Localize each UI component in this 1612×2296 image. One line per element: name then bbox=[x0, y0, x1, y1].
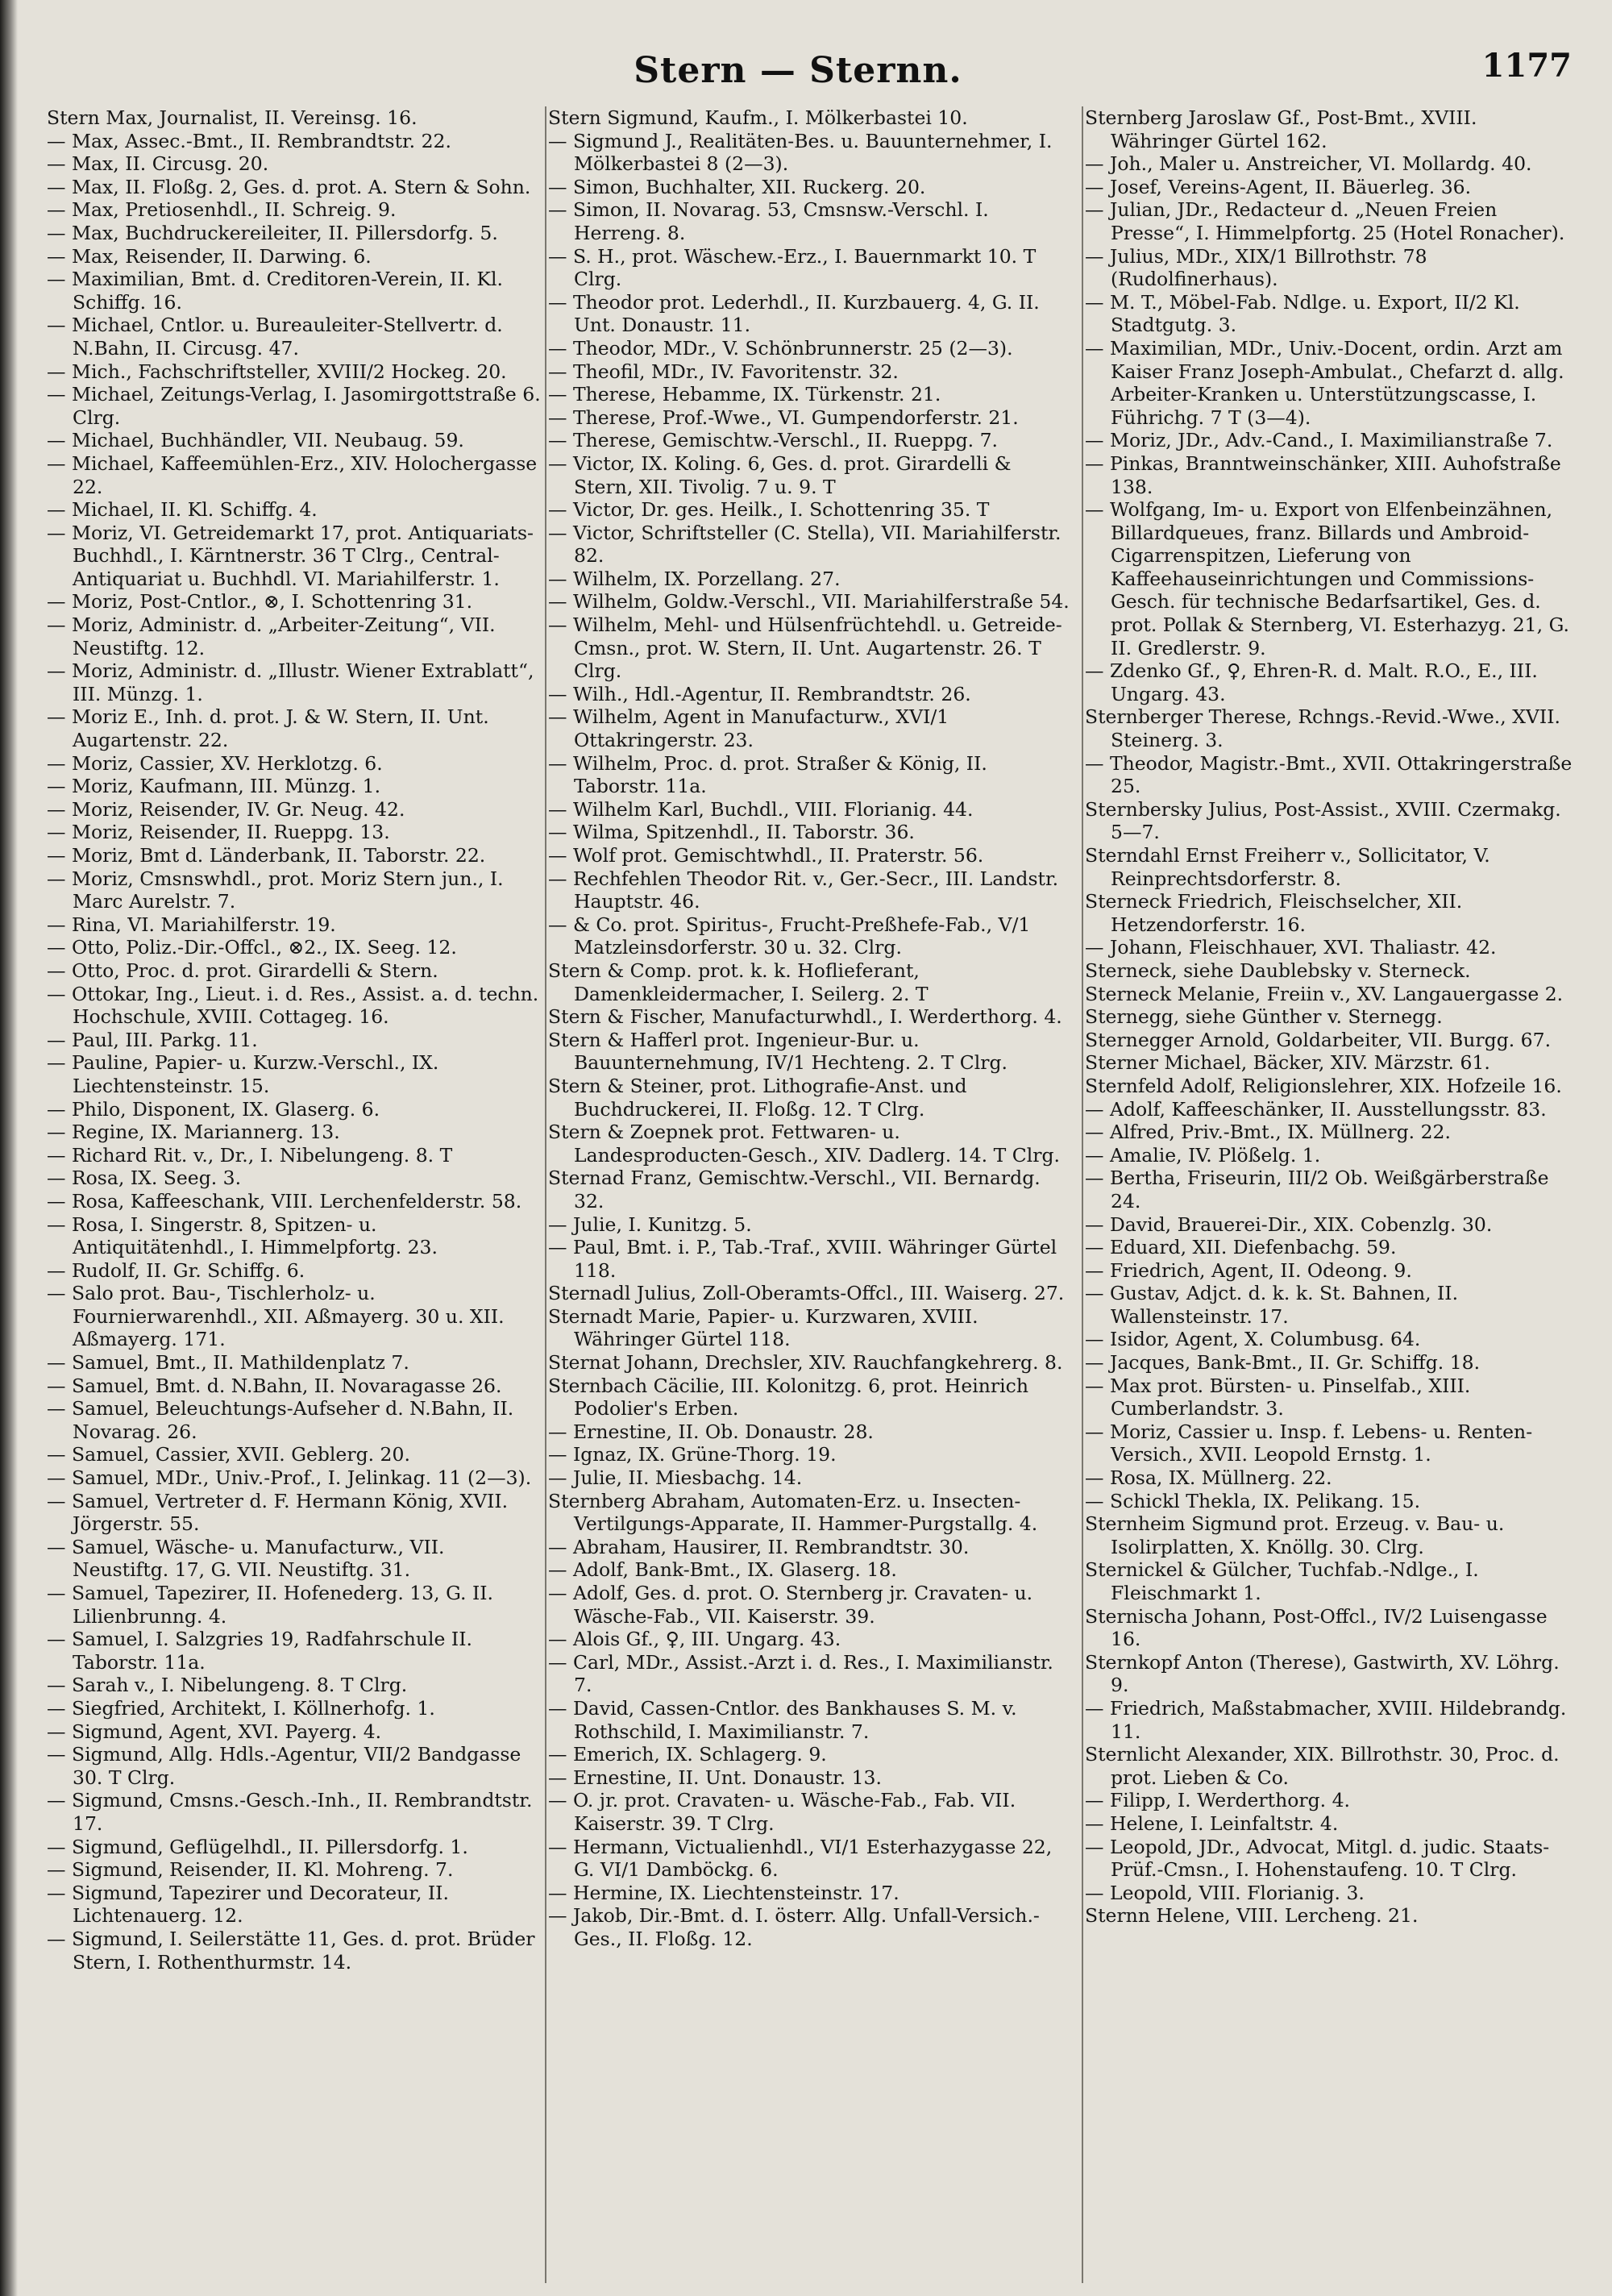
directory-entry: — Ernestine, II. Ob. Donaustr. 28. bbox=[548, 1420, 874, 1443]
directory-entry: Sternadt Marie, Papier- u. Kurzwaren, XVIII. Währinger Gürtel 118. bbox=[548, 1304, 978, 1351]
directory-entry: — Samuel, Bmt. d. N.Bahn, II. Novaragasse 26. bbox=[47, 1374, 502, 1397]
directory-entry: — Wolf prot. Gemischtwhdl., II. Praterstr. 56. bbox=[548, 844, 984, 867]
directory-entry: — Paul, Bmt. i. P., Tab.-Traf., XVIII. Währinger Gürtel 118. bbox=[548, 1236, 1057, 1282]
directory-entry: Sternlicht Alexander, XIX. Billrothstr. 30, Proc. d. prot. Lieben & Co. bbox=[1085, 1743, 1560, 1789]
directory-entry: — Pinkas, Branntweinschänker, XIII. Auhofstraße 138. bbox=[1085, 451, 1561, 498]
directory-entry: — Wilhelm Karl, Buchdl., VIII. Florianig. 44. bbox=[548, 797, 974, 821]
running-head: Stern — Sternn. bbox=[634, 50, 962, 91]
directory-entry: — Mich., Fachschriftsteller, XVIII/2 Hockeg. 20. bbox=[47, 360, 507, 383]
directory-entry: — Hermann, Victualienhdl., VI/1 Esterhazygasse 22, G. VI/1 Damböckg. 6. bbox=[548, 1835, 1053, 1882]
directory-entry: — Eduard, XII. Diefenbachg. 59. bbox=[1085, 1236, 1397, 1259]
directory-entry: — Adolf, Bank-Bmt., IX. Glaserg. 18. bbox=[548, 1558, 897, 1582]
directory-entry: — Julie, I. Kunitzg. 5. bbox=[548, 1212, 752, 1236]
directory-entry: — Hermine, IX. Liechtensteinstr. 17. bbox=[548, 1881, 899, 1904]
column-1 bbox=[47, 106, 542, 2275]
directory-entry: Sterneck Friedrich, Fleischselcher, XII. Hetzendorferstr. 16. bbox=[1085, 890, 1463, 936]
directory-entry: — Samuel, Vertreter d. F. Hermann König, XVII. Jörgerstr. 55. bbox=[47, 1489, 509, 1536]
directory-entry: Sternischa Johann, Post-Offcl., IV/2 Luisengasse 16. bbox=[1085, 1604, 1548, 1651]
directory-entry: — Ernestine, II. Unt. Donaustr. 13. bbox=[548, 1766, 882, 1789]
directory-entry: — Sigmund, Geflügelhdl., II. Pillersdorfg. 1. bbox=[47, 1835, 468, 1858]
directory-entry: Stern & Comp. prot. k. k. Hoflieferant, Damenkleidermacher, I. Seilerg. 2. T bbox=[548, 959, 929, 1005]
directory-entry: — Moriz, Cmsnswhdl., prot. Moriz Stern jun., I. Marc Aurelstr. 7. bbox=[47, 867, 504, 913]
directory-entry: — Leopold, JDr., Advocat, Mitgl. d. judic. Staats-Prüf.-Cmsn., I. Hohenstaufeng. 10. T Clrg. bbox=[1085, 1835, 1550, 1882]
directory-entry: — Helene, I. Leinfaltstr. 4. bbox=[1085, 1811, 1339, 1835]
directory-entry: — Maximilian, MDr., Univ.-Docent, ordin. Arzt am Kaiser Franz Joseph-Ambulat., Chefarzt d. allg. Arbeiter-Kranken u. Unterstützungscasse, I. Führichg. 7 T (3—4). bbox=[1085, 336, 1564, 429]
directory-entry: — Richard Rit. v., Dr., I. Nibelungeng. 8. T bbox=[47, 1143, 453, 1167]
directory-entry: — Emerich, IX. Schlagerg. 9. bbox=[548, 1743, 827, 1766]
directory-entry: — Ottokar, Ing., Lieut. i. d. Res., Assist. a. d. techn. Hochschule, XVIII. Cottageg. 16. bbox=[47, 982, 539, 1029]
directory-entry: Sterndahl Ernst Freiherr v., Sollicitator, V. Reinprechtsdorferstr. 8. bbox=[1085, 844, 1490, 890]
directory-entry: — Zdenko Gf., ♀, Ehren-R. d. Malt. R.O., E., III. Ungarg. 43. bbox=[1085, 659, 1538, 705]
directory-entry: Sternn Helene, VIII. Lercheng. 21. bbox=[1085, 1904, 1419, 1928]
directory-entry: — Sigmund J., Realitäten-Bes. u. Bauunternehmer, I. Mölkerbastei 8 (2—3). bbox=[548, 129, 1053, 176]
directory-entry: — Julius, MDr., XIX/1 Billrothstr. 78 (Rudolfinerhaus). bbox=[1085, 244, 1427, 291]
directory-entry: — O. jr. prot. Cravaten- u. Wäsche-Fab., Fab. VII. Kaiserstr. 39. T Clrg. bbox=[548, 1789, 1016, 1835]
directory-entry: — Julie, II. Miesbachg. 14. bbox=[548, 1466, 803, 1490]
directory-entry: Sterneck, siehe Daublebsky v. Sterneck. bbox=[1085, 959, 1471, 982]
directory-entry: — Alfred, Priv.-Bmt., IX. Müllnerg. 22. bbox=[1085, 1121, 1451, 1144]
directory-entry: Sternberg Jaroslaw Gf., Post-Bmt., XVIII. Währinger Gürtel 162. bbox=[1085, 106, 1477, 152]
directory-entry: Stern & Zoepnek prot. Fettwaren- u. Landesproducten-Gesch., XIV. Dadlerg. 14. T Clrg. bbox=[548, 1121, 1060, 1167]
directory-entry: — Moriz, VI. Getreidemarkt 17, prot. Antiquariats-Buchhdl., I. Kärntnerstr. 36 T Clrg., Central-Antiquariat u. Buchhdl. VI. Mariahilferstr. 1. bbox=[47, 521, 534, 590]
directory-entry: — Josef, Vereins-Agent, II. Bäuerleg. 36. bbox=[1085, 175, 1472, 198]
directory-entry: — Theofil, MDr., IV. Favoritenstr. 32. bbox=[548, 360, 899, 383]
directory-entry: — Moriz, JDr., Adv.-Cand., I. Maximilianstraße 7. bbox=[1085, 429, 1553, 452]
directory-entry: — Sigmund, Tapezirer und Decorateur, II. Lichtenauerg. 12. bbox=[47, 1881, 449, 1928]
directory-entry: — Therese, Gemischtw.-Verschl., II. Rueppg. 7. bbox=[548, 429, 999, 452]
directory-entry: — Rosa, I. Singerstr. 8, Spitzen- u. Antiquitätenhdl., I. Himmelpfortg. 23. bbox=[47, 1212, 438, 1259]
directory-entry: — Wilhelm, Proc. d. prot. Straßer & König, II. Taborstr. 11a. bbox=[548, 751, 987, 798]
page-header bbox=[0, 42, 1612, 106]
directory-entry: Sternbach Cäcilie, III. Kolonitzg. 6, prot. Heinrich Podolier's Erben. bbox=[548, 1374, 1028, 1420]
directory-entry: — Otto, Poliz.-Dir.-Offcl., ⊗2., IX. Seeg. 12. bbox=[47, 936, 457, 959]
directory-entry: Sternegg, siehe Günther v. Sternegg. bbox=[1085, 1005, 1443, 1029]
directory-entry: — David, Cassen-Cntlor. des Bankhauses S. M. v. Rothschild, I. Maximilianstr. 7. bbox=[548, 1696, 1017, 1743]
directory-entry: Sternkopf Anton (Therese), Gastwirth, XV. Löhrg. 9. bbox=[1085, 1650, 1560, 1697]
directory-entry: — Wilma, Spitzenhdl., II. Taborstr. 36. bbox=[548, 821, 915, 844]
directory-entry: — Samuel, MDr., Univ.-Prof., I. Jelinkag. 11 (2—3). bbox=[47, 1466, 532, 1490]
directory-entry: — M. T., Möbel-Fab. Ndlge. u. Export, II/2 Kl. Stadtgutg. 3. bbox=[1085, 290, 1520, 337]
directory-entry: — Schickl Thekla, IX. Pelikang. 15. bbox=[1085, 1489, 1421, 1512]
directory-entry: — Rosa, IX. Müllnerg. 22. bbox=[1085, 1466, 1332, 1490]
directory-entry: Stern & Hafferl prot. Ingenieur-Bur. u. Bauunternehmung, IV/1 Hechteng. 2. T Clrg. bbox=[548, 1028, 1008, 1075]
directory-entry: Stern & Steiner, prot. Lithografie-Anst. und Buchdruckerei, II. Floßg. 12. T Clrg. bbox=[548, 1074, 967, 1121]
directory-entry: — Bertha, Friseurin, III/2 Ob. Weißgärberstraße 24. bbox=[1085, 1167, 1549, 1212]
directory-entry: — Adolf, Ges. d. prot. O. Sternberg jr. Cravaten- u. Wäsche-Fab., VII. Kaiserstr. 39. bbox=[548, 1582, 1033, 1628]
directory-entry: — Victor, Schriftsteller (C. Stella), VII. Mariahilferstr. 82. bbox=[548, 521, 1062, 568]
directory-entry: — Wilh., Hdl.-Agentur, II. Rembrandtstr. 26. bbox=[548, 682, 971, 705]
directory-entry: — Rechfehlen Theodor Rit. v., Ger.-Secr., III. Landstr. Hauptstr. 46. bbox=[548, 867, 1059, 913]
directory-entry: Stern Max, Journalist, II. Vereinsg. 16. bbox=[47, 106, 418, 129]
directory-entry: — Theodor, MDr., V. Schönbrunnerstr. 25 (2—3). bbox=[548, 336, 1013, 360]
directory-entry: — Theodor prot. Lederhdl., II. Kurzbauerg. 4, G. II. Unt. Donaustr. 11. bbox=[548, 290, 1040, 337]
directory-entry: — Friedrich, Maßstabmacher, XVIII. Hildebrandg. 11. bbox=[1085, 1696, 1567, 1743]
directory-entry: — Julian, JDr., Redacteur d. „Neuen Freien Presse“, I. Himmelpfortg. 25 (Hotel Ronacher). bbox=[1085, 198, 1565, 244]
directory-columns bbox=[47, 106, 1578, 2283]
directory-entry: — Max, Assec.-Bmt., II. Rembrandtstr. 22. bbox=[47, 129, 451, 152]
directory-entry: — Therese, Prof.-Wwe., VI. Gumpendorferstr. 21. bbox=[548, 406, 1019, 429]
directory-entry: — Maximilian, Bmt. d. Creditoren-Verein, II. Kl. Schiffg. 16. bbox=[47, 268, 503, 314]
directory-entry: Sternegger Arnold, Goldarbeiter, VII. Burgg. 67. bbox=[1085, 1028, 1552, 1051]
directory-entry: — Sigmund, Allg. Hdls.-Agentur, VII/2 Bandgasse 30. T Clrg. bbox=[47, 1743, 521, 1789]
directory-entry: — Salo prot. Bau-, Tischlerholz- u. Fournierwarenhdl., XII. Aßmayerg. 30 u. XII. Aßmayerg. 171. bbox=[47, 1282, 505, 1351]
directory-entry: — Sigmund, I. Seilerstätte 11, Ges. d. prot. Brüder Stern, I. Rothenthurmstr. 14. bbox=[47, 1927, 535, 1974]
directory-entry: — Friedrich, Agent, II. Odeong. 9. bbox=[1085, 1258, 1412, 1282]
directory-entry: — Paul, III. Parkg. 11. bbox=[47, 1028, 258, 1051]
directory-entry: Sternberger Therese, Rchngs.-Revid.-Wwe., XVII. Steinerg. 3. bbox=[1085, 705, 1560, 752]
directory-entry: Stern Sigmund, Kaufm., I. Mölkerbastei 10. bbox=[548, 106, 968, 129]
directory-entry: — Michael, II. Kl. Schiffg. 4. bbox=[47, 498, 318, 522]
directory-entry: — Abraham, Hausirer, II. Rembrandtstr. 30. bbox=[548, 1535, 970, 1558]
directory-entry: Sternheim Sigmund prot. Erzeug. v. Bau- u. Isolirplatten, X. Knöllg. 30. Clrg. bbox=[1085, 1512, 1505, 1558]
directory-entry: — Regine, IX. Mariannerg. 13. bbox=[47, 1121, 340, 1144]
directory-entry: — Wilhelm, Goldw.-Verschl., VII. Mariahilferstraße 54. bbox=[548, 590, 1070, 614]
directory-entry: — Michael, Zeitungs-Verlag, I. Jasomirgottstraße 6. Clrg. bbox=[47, 383, 541, 429]
directory-entry: — Pauline, Papier- u. Kurzw.-Verschl., IX. Liechtensteinstr. 15. bbox=[47, 1051, 439, 1097]
directory-entry: Sternickel & Gülcher, Tuchfab.-Ndlge., I. Fleischmarkt 1. bbox=[1085, 1558, 1479, 1604]
directory-entry: — Samuel, I. Salzgries 19, Radfahrschule II. Taborstr. 11a. bbox=[47, 1628, 472, 1674]
directory-entry: — Moriz E., Inh. d. prot. J. & W. Stern, II. Unt. Augartenstr. 22. bbox=[47, 705, 489, 752]
directory-entry: — Rosa, Kaffeeschank, VIII. Lerchenfelderstr. 58. bbox=[47, 1189, 522, 1212]
directory-entry: — Max, II. Floßg. 2, Ges. d. prot. A. Stern & Sohn. bbox=[47, 175, 531, 198]
directory-entry: — Sigmund, Agent, XVI. Payerg. 4. bbox=[47, 1720, 382, 1743]
directory-entry: — Wilhelm, IX. Porzellang. 27. bbox=[548, 567, 841, 590]
directory-entry: — Moriz, Cassier u. Insp. f. Lebens- u. Renten-Versich., XVII. Leopold Ernstg. 1. bbox=[1085, 1420, 1533, 1466]
directory-entry: — Michael, Buchhändler, VII. Neubaug. 59. bbox=[47, 429, 464, 452]
directory-entry: — Rudolf, II. Gr. Schiffg. 6. bbox=[47, 1258, 305, 1282]
directory-entry: Sterner Michael, Bäcker, XIV. Märzstr. 61. bbox=[1085, 1051, 1490, 1075]
directory-entry: — & Co. prot. Spiritus-, Frucht-Preßhefe-Fab., V/1 Matzleinsdorferstr. 30 u. 32. Clrg. bbox=[548, 913, 1031, 959]
directory-entry: — Rosa, IX. Seeg. 3. bbox=[47, 1167, 242, 1190]
column-2 bbox=[548, 106, 1076, 2275]
directory-entry: — Wilhelm, Agent in Manufacturw., XVI/1 Ottakringerstr. 23. bbox=[548, 705, 949, 752]
directory-entry: Sternat Johann, Drechsler, XIV. Rauchfangkehrerg. 8. bbox=[548, 1351, 1063, 1375]
directory-entry: — Samuel, Cassier, XVII. Geblerg. 20. bbox=[47, 1443, 410, 1466]
directory-entry: — Leopold, VIII. Florianig. 3. bbox=[1085, 1881, 1365, 1904]
page-number: 1177 bbox=[1481, 47, 1572, 85]
directory-entry: — Moriz, Administr. d. „Illustr. Wiener Extrablatt“, III. Münzg. 1. bbox=[47, 659, 534, 705]
directory-entry: — S. H., prot. Wäschew.-Erz., I. Bauernmarkt 10. T Clrg. bbox=[548, 244, 1037, 291]
directory-entry: — Michael, Cntlor. u. Bureauleiter-Stellvertr. d. N.Bahn, II. Circusg. 47. bbox=[47, 314, 503, 360]
directory-entry: — Victor, IX. Koling. 6, Ges. d. prot. Girardelli & Stern, XII. Tivolig. 7 u. 9. T bbox=[548, 451, 1012, 498]
directory-entry: — Michael, Kaffeemühlen-Erz., XIV. Holochergasse 22. bbox=[47, 451, 538, 498]
directory-entry: — Siegfried, Architekt, I. Köllnerhofg. 1. bbox=[47, 1696, 435, 1720]
directory-entry: — Gustav, Adjct. d. k. k. St. Bahnen, II. Wallensteinstr. 17. bbox=[1085, 1282, 1459, 1328]
directory-entry: — Moriz, Post-Cntlor., ⊗, I. Schottenring 31. bbox=[47, 590, 473, 614]
directory-entry: — Ignaz, IX. Grüne-Thorg. 19. bbox=[548, 1443, 837, 1466]
directory-entry: — Max, Reisender, II. Darwing. 6. bbox=[47, 244, 372, 268]
directory-entry: — Johann, Fleischhauer, XVI. Thaliastr. 42. bbox=[1085, 936, 1497, 959]
directory-entry: — Jacques, Bank-Bmt., II. Gr. Schiffg. 18. bbox=[1085, 1351, 1481, 1375]
directory-entry: — Wolfgang, Im- u. Export von Elfenbeinzähnen, Billardqueues, franz. Billards und Ambroid-Cigarrenspitzen, Lieferung von Kaffeehauseinrichtungen und Commissions-Gesch. für technische Bedarfsartikel, Ges. d. prot. Pollak & Sternberg, VI. Esterhazyg. 21, G. II. Gredlerstr. 9. bbox=[1085, 498, 1569, 659]
directory-entry: — Otto, Proc. d. prot. Girardelli & Stern. bbox=[47, 959, 438, 982]
directory-entry: — Isidor, Agent, X. Columbusg. 64. bbox=[1085, 1328, 1421, 1351]
directory-entry: — Amalie, IV. Plößelg. 1. bbox=[1085, 1143, 1321, 1167]
directory-entry: — Max, Pretiosenhdl., II. Schreig. 9. bbox=[47, 198, 397, 222]
directory-entry: — Jakob, Dir.-Bmt. d. I. österr. Allg. Unfall-Versich.-Ges., II. Floßg. 12. bbox=[548, 1904, 1040, 1950]
directory-entry: Sternberg Abraham, Automaten-Erz. u. Insecten-Vertilgungs-Apparate, II. Hammer-Purgstallg. 4. bbox=[548, 1489, 1038, 1536]
directory-entry: — Sarah v., I. Nibelungeng. 8. T Clrg. bbox=[47, 1674, 408, 1697]
directory-entry: — Joh., Maler u. Anstreicher, VI. Mollardg. 40. bbox=[1085, 152, 1532, 176]
directory-entry: — Moriz, Bmt d. Länderbank, II. Taborstr. 22. bbox=[47, 844, 486, 867]
directory-entry: — Max, Buchdruckereileiter, II. Pillersdorfg. 5. bbox=[47, 221, 498, 244]
directory-entry: — Wilhelm, Mehl- und Hülsenfrüchtehdl. u. Getreide-Cmsn., prot. W. Stern, II. Unt. Augartenstr. 26. T Clrg. bbox=[548, 614, 1062, 683]
directory-entry: — Samuel, Beleuchtungs-Aufseher d. N.Bahn, II. Novarag. 26. bbox=[47, 1397, 514, 1443]
directory-entry: — Alois Gf., ♀, III. Ungarg. 43. bbox=[548, 1628, 841, 1651]
directory-entry: — David, Brauerei-Dir., XIX. Cobenzlg. 30. bbox=[1085, 1212, 1493, 1236]
directory-entry: — Moriz, Cassier, XV. Herklotzg. 6. bbox=[47, 751, 383, 775]
directory-entry: — Simon, II. Novarag. 53, Cmsnsw.-Verschl. I. Herreng. 8. bbox=[548, 198, 989, 244]
directory-entry: — Moriz, Reisender, IV. Gr. Neug. 42. bbox=[47, 797, 405, 821]
directory-entry: Sterneck Melanie, Freiin v., XV. Langauergasse 2. bbox=[1085, 982, 1564, 1005]
directory-entry: Sternbersky Julius, Post-Assist., XVIII. Czermakg. 5—7. bbox=[1085, 797, 1561, 844]
directory-entry: — Samuel, Tapezirer, II. Hofenederg. 13, G. II. Lilienbrunng. 4. bbox=[47, 1582, 494, 1628]
directory-entry: — Victor, Dr. ges. Heilk., I. Schottenring 35. T bbox=[548, 498, 990, 522]
directory-entry: Stern & Fischer, Manufacturwhdl., I. Werderthorg. 4. bbox=[548, 1005, 1062, 1029]
directory-entry: — Moriz, Kaufmann, III. Münzg. 1. bbox=[47, 775, 381, 798]
directory-entry: — Moriz, Administr. d. „Arbeiter-Zeitung“, VII. Neustiftg. 12. bbox=[47, 614, 496, 659]
directory-entry: — Samuel, Wäsche- u. Manufacturw., VII. Neustiftg. 17, G. VII. Neustiftg. 31. bbox=[47, 1535, 445, 1582]
directory-entry: Sternad Franz, Gemischtw.-Verschl., VII. Bernardg. 32. bbox=[548, 1167, 1041, 1212]
column-3 bbox=[1085, 106, 1578, 2275]
directory-entry: — Carl, MDr., Assist.-Arzt i. d. Res., I. Maximilianstr. 7. bbox=[548, 1650, 1053, 1697]
binding-shadow bbox=[0, 0, 18, 2296]
directory-entry: — Max prot. Bürsten- u. Pinselfab., XIII. Cumberlandstr. 3. bbox=[1085, 1374, 1471, 1420]
directory-entry: — Theodor, Magistr.-Bmt., XVII. Ottakringerstraße 25. bbox=[1085, 751, 1573, 798]
directory-entry: — Moriz, Reisender, II. Rueppg. 13. bbox=[47, 821, 390, 844]
directory-entry: — Rina, VI. Mariahilferstr. 19. bbox=[47, 913, 336, 936]
directory-entry: — Filipp, I. Werderthorg. 4. bbox=[1085, 1789, 1350, 1812]
directory-entry: Sternadl Julius, Zoll-Oberamts-Offcl., III. Waiserg. 27. bbox=[548, 1282, 1065, 1305]
directory-entry: — Samuel, Bmt., II. Mathildenplatz 7. bbox=[47, 1351, 409, 1375]
directory-entry: — Simon, Buchhalter, XII. Ruckerg. 20. bbox=[548, 175, 926, 198]
directory-entry: — Therese, Hebamme, IX. Türkenstr. 21. bbox=[548, 383, 941, 406]
directory-entry: — Max, II. Circusg. 20. bbox=[47, 152, 269, 176]
directory-entry: — Sigmund, Cmsns.-Gesch.-Inh., II. Rembrandtstr. 17. bbox=[47, 1789, 533, 1835]
directory-entry: — Sigmund, Reisender, II. Kl. Mohreng. 7. bbox=[47, 1858, 454, 1882]
directory-entry: Sternfeld Adolf, Religionslehrer, XIX. Hofzeile 16. bbox=[1085, 1074, 1562, 1097]
directory-entry: — Adolf, Kaffeeschänker, II. Ausstellungsstr. 83. bbox=[1085, 1097, 1547, 1121]
directory-entry: — Philo, Disponent, IX. Glaserg. 6. bbox=[47, 1097, 380, 1121]
